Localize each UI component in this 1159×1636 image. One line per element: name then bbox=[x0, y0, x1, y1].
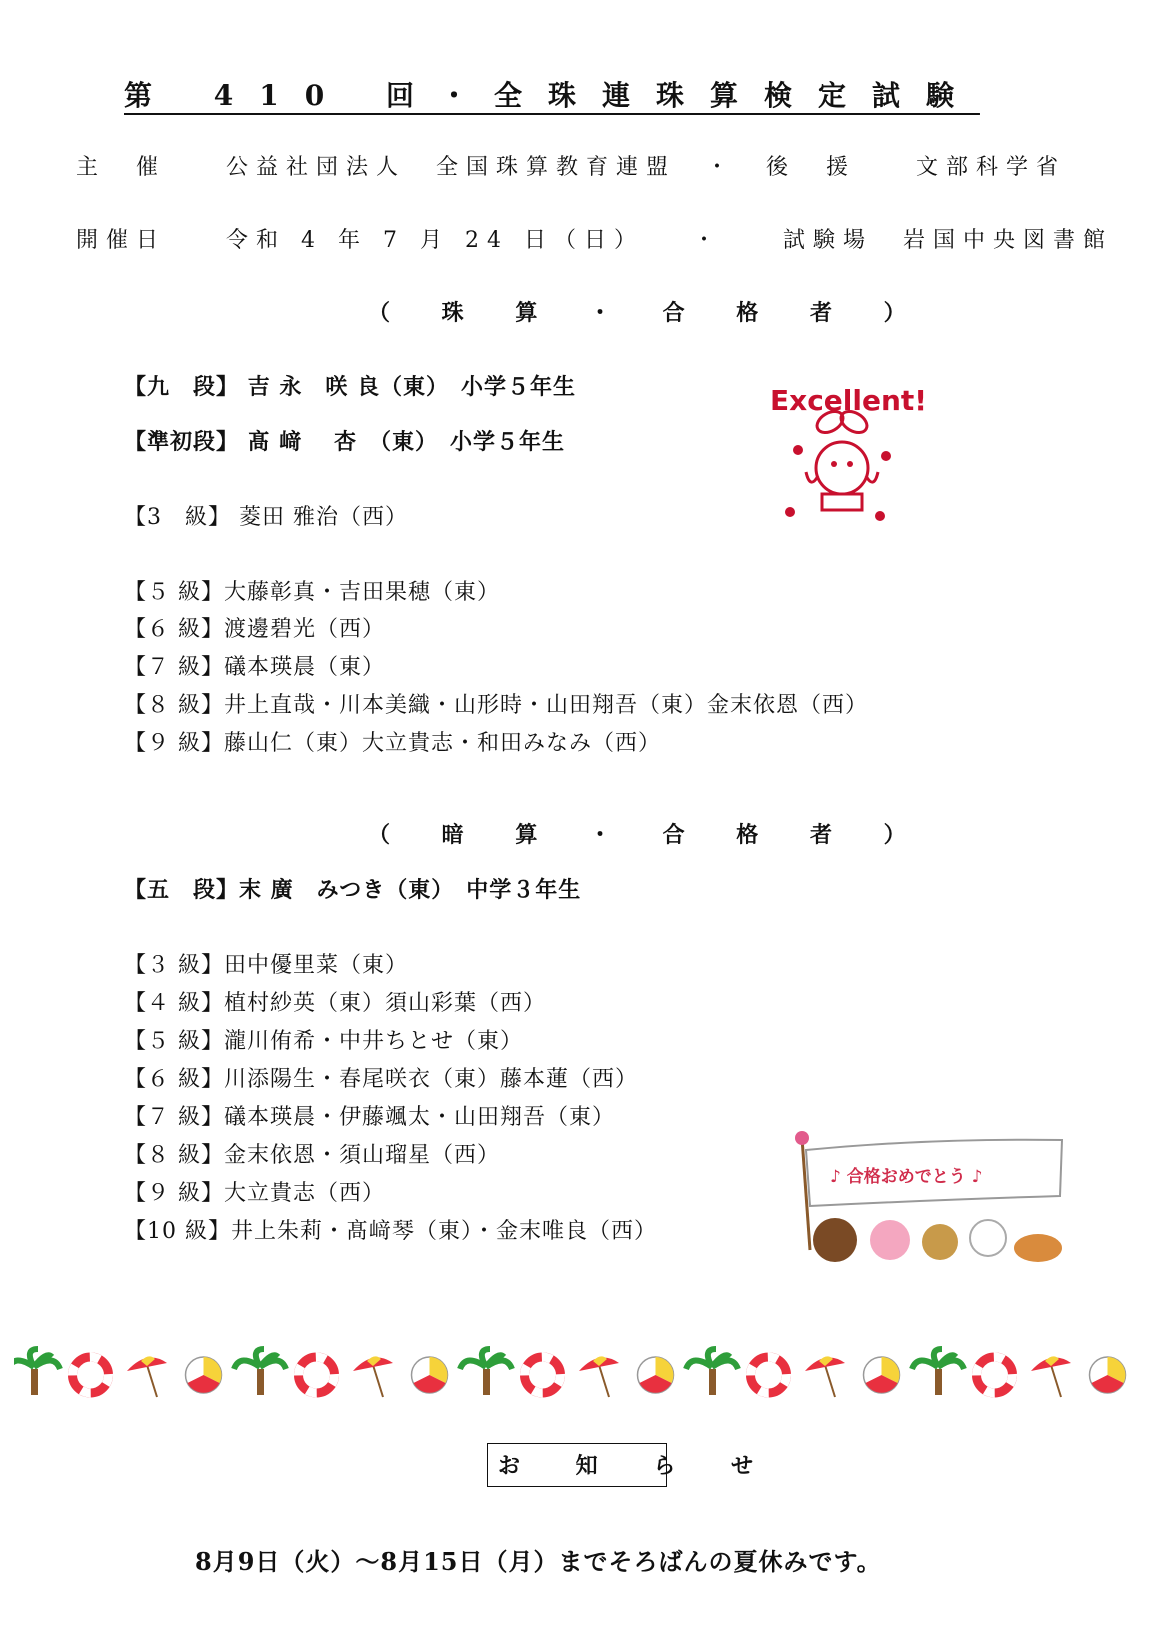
summer-border-decoration bbox=[14, 1345, 1144, 1405]
anzan-grade-line: 【７ 級】礒本瑛晨・伊藤颯太・山田翔吾（東） bbox=[124, 1105, 615, 1130]
anzan-grade-line: 【３ 級】田中優里菜（東） bbox=[124, 953, 408, 978]
palm-tree-icon bbox=[912, 1349, 964, 1395]
notice-text: 8月9日（火）～8月15日（月）までそろばんの夏休みです。 bbox=[195, 1547, 882, 1576]
anzan-heading: （ 暗 算 ・ 合 格 者 ） bbox=[368, 822, 928, 848]
anzan-grade-line: 【５ 級】瀧川侑希・中井ちとせ（東） bbox=[124, 1029, 523, 1054]
palm-tree-icon bbox=[234, 1349, 286, 1395]
banner-text: ♪ 合格おめでとう ♪ bbox=[830, 1167, 983, 1187]
swim-ring-icon bbox=[751, 1357, 787, 1393]
swim-ring-icon bbox=[525, 1357, 561, 1393]
anzan-grade-line: 【８ 級】金末依恩・須山瑠星（西） bbox=[124, 1143, 500, 1168]
beach-ball-icon bbox=[1090, 1357, 1126, 1393]
anzan-grade-line: 【４ 級】植村紗英（東）須山彩葉（西） bbox=[124, 991, 546, 1016]
parasol-icon bbox=[805, 1356, 845, 1397]
parasol-icon bbox=[579, 1356, 619, 1397]
parasol-icon bbox=[1031, 1356, 1071, 1397]
swim-ring-icon bbox=[73, 1357, 109, 1393]
palm-tree-icon bbox=[686, 1349, 738, 1395]
beach-ball-icon bbox=[412, 1357, 448, 1393]
notice-heading-box: お 知 ら せ bbox=[487, 1443, 667, 1487]
excellent-stamp-icon bbox=[770, 380, 930, 540]
palm-tree-icon bbox=[14, 1349, 60, 1395]
soroban-grade-line: 【８ 級】井上直哉・川本美織・山形時・山田翔吾（東）金末依恩（西） bbox=[124, 693, 868, 718]
soroban-grade-line: 【９ 級】藤山仁（東）大立貴志・和田みなみ（西） bbox=[124, 731, 661, 756]
page-title: 第 410 回・全珠連珠算検定試験 bbox=[124, 79, 980, 112]
soroban-top-line: 【3 級】 菱田 雅治（西） bbox=[124, 505, 408, 530]
anzan-grade-line: 【６ 級】川添陽生・春尾咲衣（東）藤本蓮（西） bbox=[124, 1067, 638, 1092]
date-venue-line: 開催日 令和 4 年 7 月 24 日（日） ・ 試験場 岩国中央図書館 bbox=[76, 228, 1113, 253]
swim-ring-icon bbox=[977, 1357, 1013, 1393]
anzan-grade-line: 【10 級】井上朱莉・髙﨑琴（東）・金末唯良（西） bbox=[124, 1219, 657, 1244]
parasol-icon bbox=[127, 1356, 167, 1397]
anzan-top-line: 【五 段】末 廣 みつき（東） 中学３年生 bbox=[124, 877, 582, 903]
beach-ball-icon bbox=[864, 1357, 900, 1393]
parasol-icon bbox=[353, 1356, 393, 1397]
soroban-grade-line: 【５ 級】大藤彰真・吉田果穂（東） bbox=[124, 580, 500, 605]
soroban-heading: （ 珠 算 ・ 合 格 者 ） bbox=[368, 300, 928, 326]
celebration-banner-icon bbox=[790, 1130, 1080, 1270]
sponsor-line: 主 催 公益社団法人 全国珠算教育連盟 ・ 後 援 文部科学省 bbox=[76, 155, 1067, 180]
soroban-grade-line: 【７ 級】礒本瑛晨（東） bbox=[124, 655, 385, 680]
soroban-top-line: 【九 段】 吉 永 咲 良（東） 小学５年生 bbox=[124, 374, 576, 400]
palm-tree-icon bbox=[460, 1349, 512, 1395]
soroban-grade-line: 【６ 級】渡邊碧光（西） bbox=[124, 617, 385, 642]
beach-ball-icon bbox=[638, 1357, 674, 1393]
beach-ball-icon bbox=[186, 1357, 222, 1393]
soroban-top-line: 【準初段】 髙 﨑 杏 （東） 小学５年生 bbox=[124, 429, 565, 455]
anzan-grade-line: 【９ 級】大立貴志（西） bbox=[124, 1181, 385, 1206]
swim-ring-icon bbox=[299, 1357, 335, 1393]
stamp-text: Excellent! bbox=[770, 384, 928, 417]
